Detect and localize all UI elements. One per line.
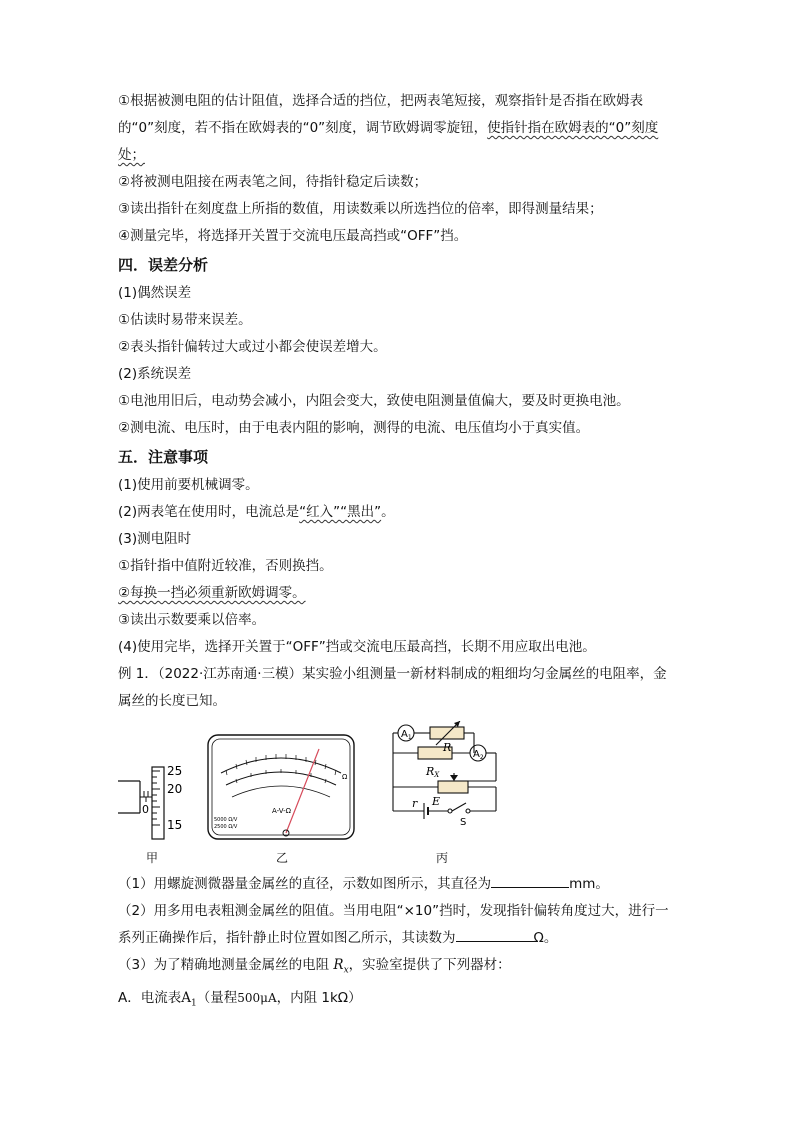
section-5-line: (3)测电阻时 <box>118 531 192 547</box>
rx-symbol: $R_x$ <box>333 957 349 976</box>
answer-blank-2[interactable] <box>456 927 534 942</box>
step-1-line-2: 的“0”刻度，若不指在欧姆表的“0”刻度，调节欧姆调零旋钮，使指针指在欧姆表的“0”刻度 <box>118 120 659 136</box>
section-5-line: ①指针指中值附近较准，否则换挡。 <box>118 558 333 574</box>
step-4: ④测量完毕，将选择开关置于交流电压最高挡或“OFF”挡。 <box>118 228 468 244</box>
a1-symbol: $A_1$ <box>181 989 197 1009</box>
resistor-rx-label: RX <box>426 765 440 779</box>
step-3: ③读出指针在刻度盘上所指的数值，用读数乘以所选挡位的倍率，即得测量结果； <box>118 201 603 217</box>
section-4-line: (1)偶然误差 <box>118 285 192 301</box>
section-4-line: (2)系统误差 <box>118 366 192 382</box>
section-4-line: ②测电流、电压时，由于电表内阻的影响，测得的电流、电压值均小于真实值。 <box>118 420 590 436</box>
micrometer-tick-15: 15 <box>167 818 183 832</box>
step-1-line-3 <box>118 142 678 169</box>
circuit-figure <box>388 721 508 849</box>
section-5-line: (4)使用完毕，选择开关置于“OFF”挡或交流电压最高挡，长期不用应取出电池。 <box>118 639 596 655</box>
switch-s-label: S <box>460 817 467 828</box>
section-4-line: ①电池用旧后，电动势会减小，内阻会变大，致使电阻测量值偏大，要及时更换电池。 <box>118 393 630 409</box>
section-5-line: ③读出示数要乘以倍率。 <box>118 612 266 628</box>
option-a: A．电流表$A_1$（量程500μA，内阻 1kΩ） <box>118 989 362 1009</box>
example-line-2: 属丝的长度已知。 <box>118 693 226 709</box>
question-2-line-2: 系列正确操作后，指针静止时位置如图乙所示，其读数为 Ω。 <box>118 925 678 952</box>
meter-omega: Ω <box>342 773 348 781</box>
section-5-line <box>118 580 678 607</box>
step-1-line-1: ①根据被测电阻的估计阻值，选择合适的挡位，把两表笔短接，观察指针是否指在欧姆表 <box>118 93 644 109</box>
rheostat-r-label: R <box>443 741 452 754</box>
section-4-heading: 四．误差分析 <box>118 256 209 274</box>
section-4-line: ②表头指针偏转过大或过小都会使误差增大。 <box>118 339 387 355</box>
section-5-line: (1)使用前要机械调零。 <box>118 477 259 493</box>
meter-face-label: A-V-Ω <box>272 807 292 815</box>
section-5-heading: 五．注意事项 <box>118 448 209 466</box>
meter-spec-2: 2500 Ω/V <box>214 824 238 830</box>
answer-blank-1[interactable] <box>491 873 569 888</box>
wavy-underline-text: “红入”“黑出” <box>299 504 382 520</box>
question-2-line-1: （2）用多用电表粗测金属丝的阻值。当用电阻“×10”挡时，发现指针偏转角度过大，进行一 <box>118 903 669 919</box>
micrometer-zero: 0 <box>142 803 149 816</box>
micrometer-tick-25: 25 <box>167 764 183 778</box>
figure-label-yi: 乙 <box>276 851 289 865</box>
ammeter-a1-label: $A_1$ <box>401 729 412 741</box>
figure-label-bing: 丙 <box>436 851 449 865</box>
emf-e-label: E <box>432 795 441 808</box>
multimeter-figure <box>206 733 356 841</box>
wavy-underline-text: 处； <box>118 147 145 163</box>
wavy-underline-text: 使指针指在欧姆表的“0”刻度 <box>487 120 659 136</box>
document-page <box>118 88 678 1017</box>
question-1: （1）用螺旋测微器量金属丝的直径，示数如图所示，其直径为 mm。 <box>118 871 678 898</box>
figure-label-jia: 甲 <box>146 851 159 865</box>
ammeter-a2-label: $A_2$ <box>473 749 484 761</box>
internal-r-label: r <box>412 797 418 810</box>
wavy-underline-text: ②每换一挡必须重新欧姆调零。 <box>118 585 306 601</box>
micrometer-tick-20: 20 <box>167 782 183 796</box>
section-5-line: (2)两表笔在使用时，电流总是“红入”“黑出”。 <box>118 504 395 520</box>
section-4-line: ①估读时易带来误差。 <box>118 312 252 328</box>
micrometer-figure <box>118 741 188 841</box>
meter-spec-1: 5000 Ω/V <box>214 817 238 823</box>
example-line-1: 例 1．（2022·江苏南通·三模）某实验小组测量一新材料制成的粗细均匀金属丝的电阻率，金 <box>118 666 667 682</box>
figure-row <box>118 721 678 871</box>
question-3: （3）为了精确地测量金属丝的电阻 $R_x$，实验室提供了下列器材： <box>118 957 511 976</box>
step-2: ②将被测电阻接在两表笔之间，待指针稳定后读数； <box>118 174 428 190</box>
